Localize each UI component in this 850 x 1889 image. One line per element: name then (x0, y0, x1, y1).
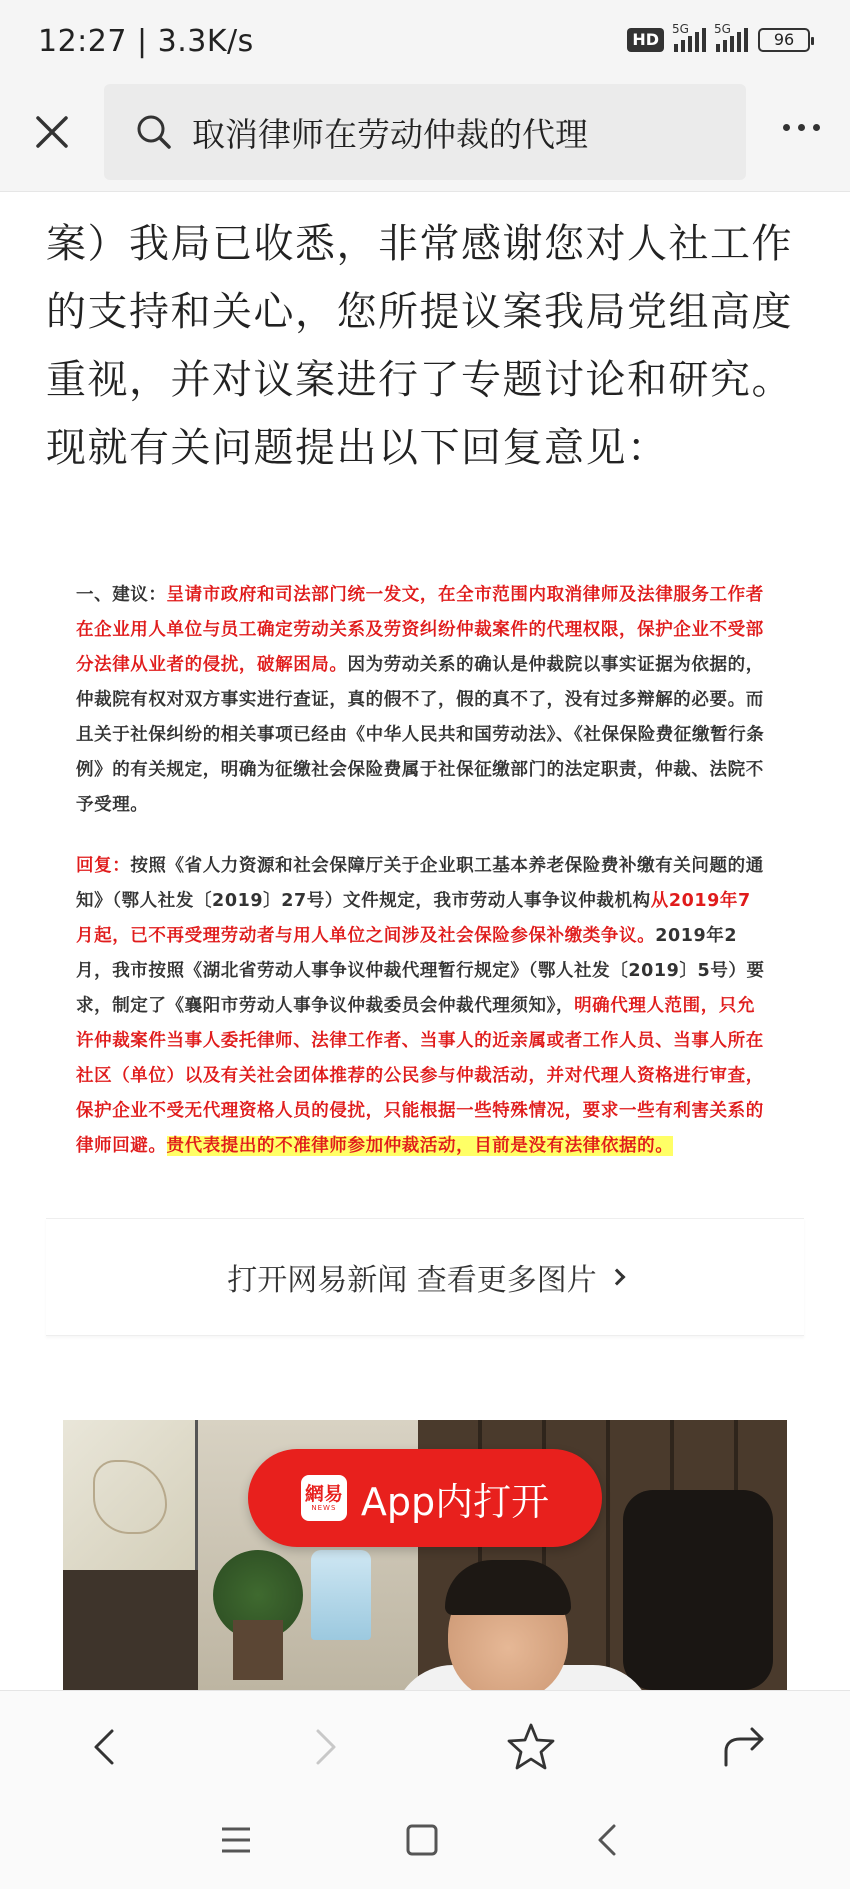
battery-icon: 96 (758, 28, 810, 52)
search-bar[interactable] (104, 84, 746, 180)
document-image[interactable] (66, 560, 778, 1200)
forward-icon (296, 1719, 352, 1775)
browser-toolbar (0, 1690, 850, 1800)
menu-icon (212, 1816, 260, 1864)
doc-red-text: 明确代理人范围，只允许仲裁案件当事人委托律师、法律工作者、当事人的近亲属或者工作人员、当事人所在社区（单位）以及有关社会团体推荐的公民参与仲裁活动，并对代理人资格进行审查，保护企业不受无代理资格人员的侵扰，只能根据一些特殊情况，要求一些有利害关系的律师回避。 (76, 996, 764, 1156)
doc-label: 一、建议： (76, 585, 167, 605)
doc-red-text: 从2019年7月起，已不再受理劳动者与用人单位之间涉及社会保险参保补缴类争议。 (76, 891, 751, 946)
search-icon (134, 112, 174, 152)
open-in-app-button[interactable] (248, 1449, 602, 1547)
doc-text: 因为劳动关系的确认是仲裁院以事实证据为依据的，仲裁院有权对双方事实进行查证，真的假不了，假的真不了，没有过多辩解的必要。而且关于社保纠纷的相关事项已经由《中华人民共和国劳动法》、《社保保险费征缴暂行条例》的有关规定，明确为征缴社会保险费属于社保征缴部门的法定职责，仲裁、法院不予受理。 (76, 655, 765, 815)
close-icon (30, 110, 74, 154)
more-icon (783, 124, 790, 131)
status-time: 12:27 | 3.3K/s (38, 24, 254, 59)
system-back-button[interactable] (584, 1816, 632, 1864)
close-button[interactable] (30, 110, 74, 154)
more-button[interactable] (783, 124, 820, 131)
chevron-right-icon (608, 1269, 625, 1286)
favorite-button[interactable] (503, 1719, 559, 1775)
status-bar (0, 0, 850, 84)
share-icon (716, 1719, 772, 1775)
doc-red-text: 呈请市政府和司法部门统一发文，在全市范围内取消律师及法律服务工作者在企业用人单位与员工确定劳动关系及劳资纠纷仲裁案件的代理权限，保护企业不受部分法律从业者的侵扰，破解困局。 (76, 585, 764, 675)
menu-button[interactable] (212, 1816, 260, 1864)
browser-header (0, 84, 850, 192)
article-line: 案）我局已收悉，非常感谢您对人社工作 (46, 221, 793, 267)
share-button[interactable] (716, 1719, 772, 1775)
status-icons (627, 22, 810, 52)
doc-paragraph-reply (76, 849, 768, 1164)
open-more-images-button[interactable] (46, 1218, 804, 1336)
doc-paragraph-suggestion (76, 578, 768, 823)
article-body (46, 210, 816, 482)
forward-button[interactable] (296, 1719, 352, 1775)
search-query: 取消律师在劳动仲裁的代理 (192, 114, 588, 154)
article-line: 现就有关问题提出以下回复意见： (46, 425, 669, 471)
signal-icon (714, 22, 748, 52)
signal-label: 5G (714, 22, 731, 36)
netease-logo-icon: 網易 NEWS (301, 1475, 347, 1521)
hd-icon: HD (627, 28, 664, 52)
open-more-label: 打开网易新闻 查看更多图片 (227, 1263, 597, 1298)
signal-label: 5G (672, 22, 689, 36)
back-icon (78, 1719, 134, 1775)
signal-icon (672, 22, 706, 52)
doc-text: 按照《省人力资源和社会保障厅关于企业职工基本养老保险费补缴有关问题的通知》（鄂人社发〔2019〕27号）文件规定，我市劳动人事争议仲裁机构 (76, 856, 764, 911)
back-button[interactable] (78, 1719, 134, 1775)
wall-map (63, 1420, 198, 1570)
doc-highlight-text: 贵代表提出的不准律师参加仲裁活动，目前是没有法律依据的。 (166, 1136, 674, 1156)
doc-label: 回复： (76, 856, 131, 876)
nav-back-icon (584, 1816, 632, 1864)
home-icon (398, 1816, 446, 1864)
doc-text: 2019年2月，我市按照《湖北省劳动人事争议仲裁代理暂行规定》（鄂人社发〔2019〕5号）要求，制定了《襄阳市劳动人事争议仲裁委员会仲裁代理须知》， (76, 926, 765, 1016)
open-in-app-label: App内打开 (360, 1479, 550, 1524)
article-line: 重视，并对议案进行了专题讨论和研究。 (46, 357, 793, 403)
article-line: 的支持和关心，您所提议案我局党组高度 (46, 289, 793, 335)
system-navigation (0, 1800, 850, 1889)
home-button[interactable] (398, 1816, 446, 1864)
star-icon (503, 1719, 559, 1775)
